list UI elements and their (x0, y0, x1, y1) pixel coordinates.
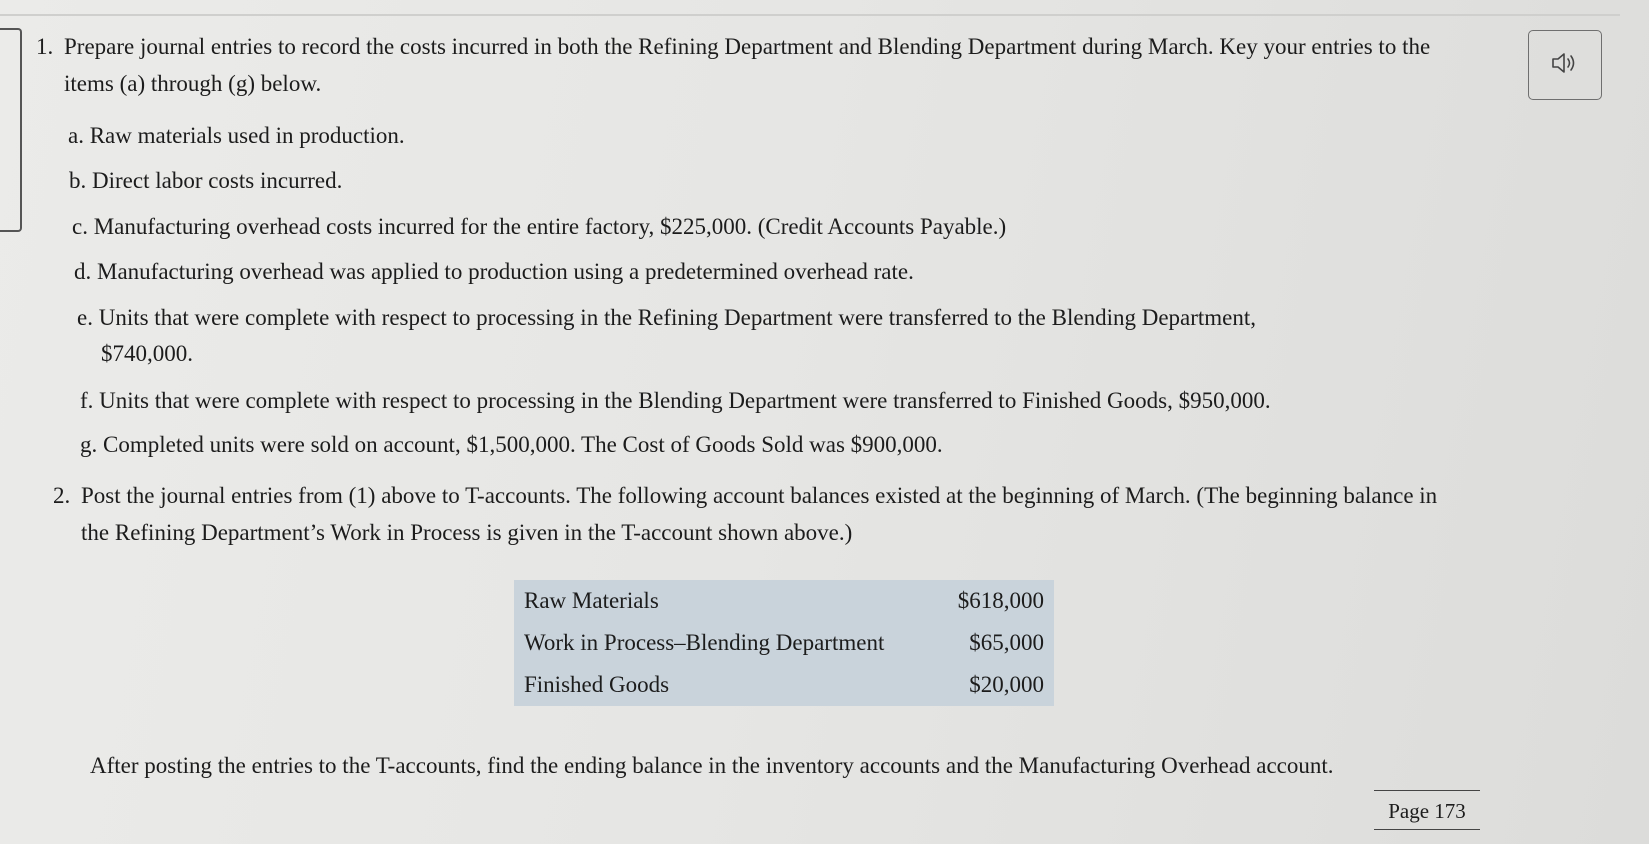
question-2-text: Post the journal entries from (1) above to T-accounts. The following account balances existed at the beginning of March. (The beginning balance in the Refining Department’s Work in Process is given in the T-account shown above.) (81, 483, 1438, 545)
speaker-icon (1550, 50, 1580, 81)
item-label: a. (68, 123, 84, 148)
account-amount: $20,000 (969, 672, 1044, 697)
audio-button[interactable] (1528, 30, 1602, 100)
question-1-number: 1. (36, 34, 54, 59)
instruction-text: After posting the entries to the T-accounts, find the ending balance in the inventory accounts and the Manufacturing Overhead account. (90, 753, 1334, 778)
list-item-f (80, 383, 1271, 419)
account-amount: $65,000 (969, 630, 1044, 655)
list-item-d (74, 254, 914, 290)
account-amount: $618,000 (957, 588, 1044, 613)
item-text: Raw materials used in production. (89, 123, 405, 148)
table-row (514, 622, 1054, 664)
item-label: c. (72, 214, 88, 239)
question-2 (53, 477, 1453, 551)
account-name: Finished Goods (524, 672, 670, 697)
left-frame-edge (0, 28, 22, 232)
question-1-text: Prepare journal entries to record the costs incurred in both the Refining Department and Blending Department during March. Key your entries to the items (a) through (g) below. (64, 34, 1431, 96)
account-name: Work in Process–Blending Department (524, 630, 885, 655)
item-label: f. (80, 388, 94, 413)
item-label: b. (69, 168, 87, 193)
table-row (514, 664, 1054, 706)
item-text: Units that were complete with respect to processing in the Blending Department were transferred to Finished Goods, $950,000. (99, 388, 1271, 413)
beginning-balances-table (514, 580, 1054, 706)
list-item-a (68, 118, 405, 154)
item-text: Manufacturing overhead costs incurred for the entire factory, $225,000. (Credit Accounts Payable.) (93, 214, 1007, 239)
page-number: Page 173 (1374, 790, 1480, 830)
question-1 (36, 28, 1466, 102)
item-text: Completed units were sold on account, $1,500,000. The Cost of Goods Sold was $900,000. (103, 432, 943, 457)
top-divider (0, 14, 1620, 16)
item-label: e. (77, 305, 93, 330)
item-text: Units that were complete with respect to processing in the Refining Department were transferred to the Blending Department, (98, 305, 1257, 330)
item-text-continued: $740,000. (101, 341, 193, 366)
list-item-e (77, 300, 1437, 372)
item-label: d. (74, 259, 92, 284)
table-row (514, 580, 1054, 622)
item-label: g. (80, 432, 98, 457)
question-2-number: 2. (53, 483, 71, 508)
list-item-g (80, 427, 943, 463)
item-text: Direct labor costs incurred. (92, 168, 343, 193)
account-name: Raw Materials (524, 588, 659, 613)
list-item-c (72, 209, 1006, 245)
list-item-b (69, 163, 342, 199)
item-text: Manufacturing overhead was applied to production using a predetermined overhead rate. (97, 259, 914, 284)
